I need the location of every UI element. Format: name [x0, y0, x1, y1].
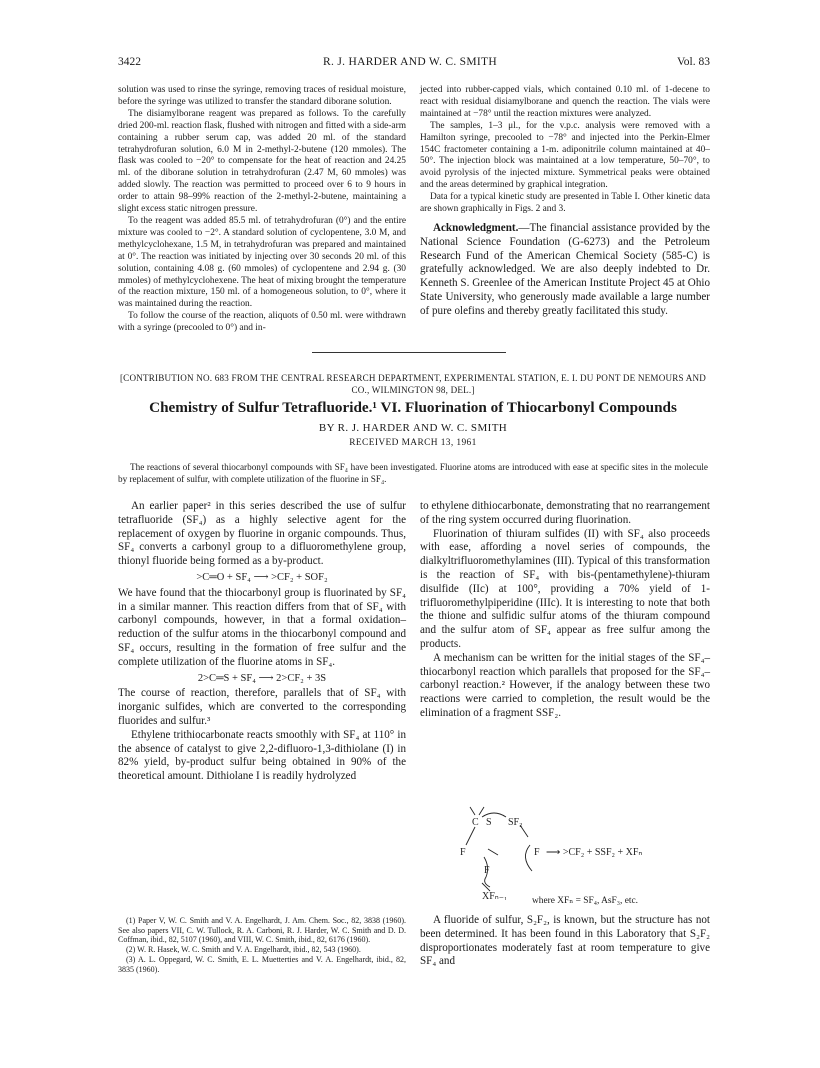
mech-xf: XFₙ₋₁ — [482, 891, 508, 900]
mech-fluorine: F — [484, 865, 490, 876]
previous-article-left-column — [118, 85, 406, 335]
equation: >C═O + SF₄ ⟶ >CF₂ + SOF₂ — [196, 571, 328, 583]
paragraph: To the reagent was added 85.5 ml. of tetrahydrofuran (0°) and the entire mixture was cooled to −2°. A standard solution of cyclopentene, 3.0 M, and methylcyclohexane, 1.5 M, in tetrahydrofuran was prepared and maintained at 0°. The reaction was initiated by injecting over 30 seconds 20 ml. of this solution, containing 4.08 g. (60 mmoles) of cyclopentene and 2.94 g. (30 mmoles) of methylcyclohexene. The heat of mixing brought the temperature of the reaction mixture, 150 ml. of a homogeneous solution, to 0°, where it was maintained during the reaction. — [118, 215, 406, 310]
paragraph: Data for a typical kinetic study are presented in Table I. Other kinetic data are shown graphically in Figs. 2 and 3. — [420, 192, 710, 215]
article-title: Chemistry of Sulfur Tetrafluoride.¹ VI. Fluorination of Thiocarbonyl Compounds — [149, 399, 677, 416]
paragraph: Ethylene trithiocarbonate reacts smoothly with SF₄ at 110° in the absence of catalyst to give 2,2-difluoro-1,3-dithiolane (I) in 82% yield, by-product sulfur being obtained in 90% of the theoretical amount. Dithiolane I is readily hydrolyzed — [118, 728, 406, 783]
equation: 2>C═S + SF₄ ⟶ 2>CF₂ + 3S — [197, 672, 327, 684]
previous-article-right-column — [420, 85, 710, 319]
paragraph: To follow the course of the reaction, aliquots of 0.50 ml. were withdrawn with a syringe (precooled to 0°) and in- — [118, 311, 406, 334]
mech-sf2: SF₂ — [508, 817, 523, 828]
paragraph: The samples, 1–3 μl., for the v.p.c. analysis were removed with a Hamilton syringe, precooled to −78° and injected into the Perkin-Elmer 154C fractometer containing a 1-m. adiponitrile column maintained at 40–50°. The injection block was maintained at a low temperature, 50–70°, to avoid pyrolysis of the injected mixture. Symmetrical peaks were obtained and the areas determined by graphical integration. — [420, 120, 710, 191]
paragraph: solution was used to rinse the syringe, removing traces of residual moisture, before the syringe was utilized to transfer the standard diborane solution. — [118, 85, 406, 107]
acknowledgment-text: —The financial assistance provided by the National Science Foundation (G-6273) and the Petroleum Research Fund of the American Chemical Society (585-C) is gratefully acknowledged. We are also deeply indebted to Dr. Kenneth S. Greenlee of the American Institute Project 45 at Ohio State University, who generously made available a large number of pure olefins and thereby greatly facilitated this study. — [420, 221, 710, 317]
article-divider — [312, 352, 506, 353]
paragraph: We have found that the thiocarbonyl group is fluorinated by SF₄ in a similar manner. This reaction differs from that of SF₄ with carbonyl compounds, however, in that a formal oxidation–reduction of the sulfur atoms in the thiocarbonyl compound and SF₄ occurs, resulting in the formation of free sulfur and the complete utilization of the fluorine atoms in SF₄. — [118, 586, 406, 668]
paragraph: jected into rubber-capped vials, which contained 0.10 ml. of 1-decene to react with residual disiamylborane and quench the reaction. The vials were maintained at −78° until the reaction mixtures were analyzed. — [420, 85, 710, 119]
byline: BY R. J. HARDER AND W. C. SMITH — [318, 422, 508, 434]
mech-sulfur: S — [486, 817, 492, 828]
paragraph: The disiamylborane reagent was prepared as follows. To the carefully dried 200-ml. reaction flask, flushed with nitrogen and fitted with a side-arm containing a rubber serum cap, was added 20 ml. of the standard tetrahydrofuran solution, 6.0 M in 2-methyl-2-butene (120 mmoles). The flask was cooled to −20° to compensate for the heat of reaction and 24.25 ml. of the diborane solution in tetrahydrofuran (2.47 M, 60 mmoles) was added slowly. The reaction was permitted to proceed over 6 to 9 hours in order to attain 98–99% reaction of the 2-methyl-2-butene, maintaining a slight excess static nitrogen pressure. — [118, 108, 406, 215]
footnote: (3) A. L. Oppegard, W. C. Smith, E. L. Muetterties and V. A. Engelhardt, ibid., 82, 3835 (1960). — [118, 954, 406, 974]
mechanism-scheme — [460, 805, 710, 900]
running-header-authors: R. J. HARDER AND W. C. SMITH — [323, 56, 497, 68]
body-right-column-continued — [420, 914, 710, 969]
paragraph: A fluoride of sulfur, S₂F₂, is known, but the structure has not been determined. It has been found in this Laboratory that S₂F₂ disproportionates moderately fast at room temperature to give SF₄ and — [420, 914, 710, 968]
body-right-column — [420, 500, 710, 721]
paragraph: A mechanism can be written for the initial stages of the SF₄–thiocarbonyl reaction which parallels that proposed for the SF₄–carbonyl reaction.² However, if the analogy between these two reactions were carried to completion, the result would be the elimination of a fragment SSF₂. — [420, 651, 710, 719]
mech-carbon: C — [472, 817, 479, 828]
mech-products: ⟶ >CF₂ + SSF₂ + XFₙ — [546, 847, 643, 858]
mech-fluorine: F — [460, 847, 466, 858]
volume-label: Vol. 83 — [676, 56, 710, 68]
footnote: (1) Paper V, W. C. Smith and V. A. Engelhardt, J. Am. Chem. Soc., 82, 3838 (1960). See also papers VII, C. W. Tullock, R. A. Carboni, R. J. Harder, W. C. Smith and D. D. Coffman, ibid., 82, 5107 (1960), and VIII, W. C. Smith, ibid., 82, 6176 (1960). — [118, 916, 406, 945]
acknowledgment-heading: Acknowledgment. — [433, 221, 519, 234]
paragraph: to ethylene dithiocarbonate, demonstrating that no rearrangement of the ring system occurred during fluorination. — [420, 500, 710, 526]
paragraph: The course of reaction, therefore, parallels that of SF₄ with inorganic sulfides, which are converted to the corresponding fluorides and sulfur.³ — [118, 687, 406, 727]
paragraph: An earlier paper² in this series described the use of sulfur tetrafluoride (SF₄) as a highly selective agent for the replacement of oxygen by fluorine in organic compounds. Thus, SF₄ converts a carbonyl group to a difluoromethylene group, thionyl fluoride being formed as a by-product. — [118, 500, 406, 568]
abstract: The reactions of several thiocarbonyl compounds with SF₄ have been investigated. Fluorine atoms are introduced with ease at specific sites in the molecule by replacement of sulfur, with complete utilization of the fluorine in SF₄. — [118, 462, 708, 484]
mech-fluorine: F — [534, 847, 540, 858]
body-left-column — [118, 500, 406, 784]
paragraph: Fluorination of thiuram sulfides (II) with SF₄ also proceeds with ease, affording a novel series of compounds, the dialkyltrifluoromethylamines (III). Typical of this transformation is the reaction of SF₄ with bis-(pentamethylene)-thiuram disulfide (IIc) at 100°, providing a 70% yield of 1-trifluoromethylpiperidine (IIIc). It is interesting to note that both the thione and sulfidic sulfur atoms of the thiuram compound and the sulfur atom of SF₄ appear as free sulfur among the products. — [420, 527, 710, 650]
page-number: 3422 — [118, 56, 141, 68]
received-date: RECEIVED MARCH 13, 1961 — [349, 438, 477, 448]
acknowledgment — [420, 222, 710, 319]
mechanism-caption: where XFₙ = SF₄, AsF₃, etc. — [532, 896, 638, 906]
contribution-note: [CONTRIBUTION NO. 683 FROM THE CENTRAL RESEARCH DEPARTMENT, EXPERIMENTAL STATION, E. I. DU PONT DE NEMOURS AND CO., WILMINGTON 98, DEL.] — [119, 373, 707, 395]
footnotes — [118, 916, 406, 974]
footnote: (2) W. R. Hasek, W. C. Smith and V. A. Engelhardt, ibid., 82, 543 (1960). — [126, 945, 361, 955]
